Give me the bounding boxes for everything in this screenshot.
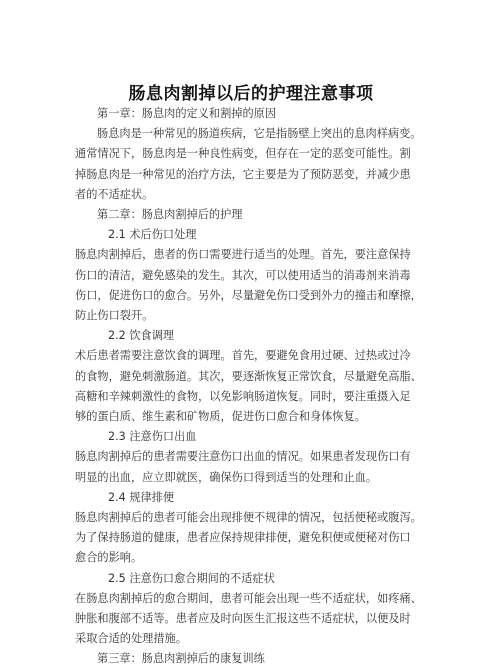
paragraph-line: 的食物，避免刺激肠道。其次，要逐渐恢复正常饮食，尽量避免高脂、 — [75, 369, 422, 383]
paragraph-line: 伤口，促进伤口的愈合。另外，尽量避免伤口受到外力的撞击和摩擦， — [75, 288, 422, 302]
paragraph-line: 通常情况下，肠息肉是一种良性病变，但存在一定的恶变可能性。割 — [75, 147, 411, 161]
section-2-1-heading: 2.1 术后伤口处理 — [108, 228, 197, 242]
paragraph-line: 术后患者需要注意饮食的调理。首先，要避免食用过硬、过热或过冷 — [75, 349, 411, 363]
section-2-4-heading: 2.4 规律排便 — [108, 490, 175, 504]
paragraph-line: 明显的出血，应立即就医，确保伤口得到适当的处理和止血。 — [75, 470, 378, 484]
paragraph-line: 在肠息肉割掉后的愈合期间，患者可能会出现一些不适症状，如疼痛、 — [75, 591, 422, 605]
paragraph-line: 防止伤口裂开。 — [75, 309, 154, 323]
paragraph-line: 愈合的影响。 — [75, 551, 143, 565]
paragraph-line: 肠息肉割掉后，患者的伤口需要进行适当的处理。首先，要注意保持 — [75, 248, 411, 262]
section-2-3-heading: 2.3 注意伤口出血 — [108, 430, 197, 444]
paragraph-line: 伤口的清洁，避免感染的发生。其次，可以使用适当的消毒剂来消毒 — [75, 268, 411, 282]
paragraph-line: 掉肠息肉是一种常见的治疗方法，它主要是为了预防恶变，并减少患 — [75, 167, 411, 181]
paragraph-line: 高糖和辛辣刺激性的食物，以免影响肠道恢复。同时，要注重摄入足 — [75, 389, 411, 403]
paragraph-line: 肿胀和腹部不适等。患者应及时向医生汇报这些不适症状，以便及时 — [75, 612, 411, 626]
paragraph-line: 者的不适症状。 — [75, 187, 154, 201]
section-2-5-heading: 2.5 注意伤口愈合期间的不适症状 — [108, 571, 275, 585]
paragraph-line: 肠息肉是一种常见的肠道疾病，它是指肠壁上突出的息肉样病变。 — [97, 127, 422, 141]
paragraph-line: 肠息肉割掉后的患者可能会出现排便不规律的情况，包括便秘或腹泻。 — [75, 511, 422, 525]
paragraph-line: 采取合适的处理措施。 — [75, 632, 187, 646]
section-2-2-heading: 2.2 饮食调理 — [108, 329, 175, 343]
paragraph-line: 够的蛋白质、维生素和矿物质，促进伤口愈合和身体恢复。 — [75, 410, 366, 424]
paragraph-line: 肠息肉割掉后的患者需要注意伤口出血的情况。如果患者发现伤口有 — [75, 450, 411, 464]
chapter-1-heading: 第一章：肠息肉的定义和割掉的原因 — [97, 107, 277, 120]
chapter-2-heading: 第二章：肠息肉割掉后的护理 — [97, 208, 243, 222]
document-title: 肠息肉割掉以后的护理注意事项 — [128, 84, 374, 104]
chapter-3-heading: 第三章：肠息肉割掉后的康复训练 — [97, 652, 265, 666]
document-body — [0, 104, 502, 670]
paragraph-line: 为了保持肠道的健康，患者应保持规律排便，避免积便或便秘对伤口 — [75, 531, 411, 545]
